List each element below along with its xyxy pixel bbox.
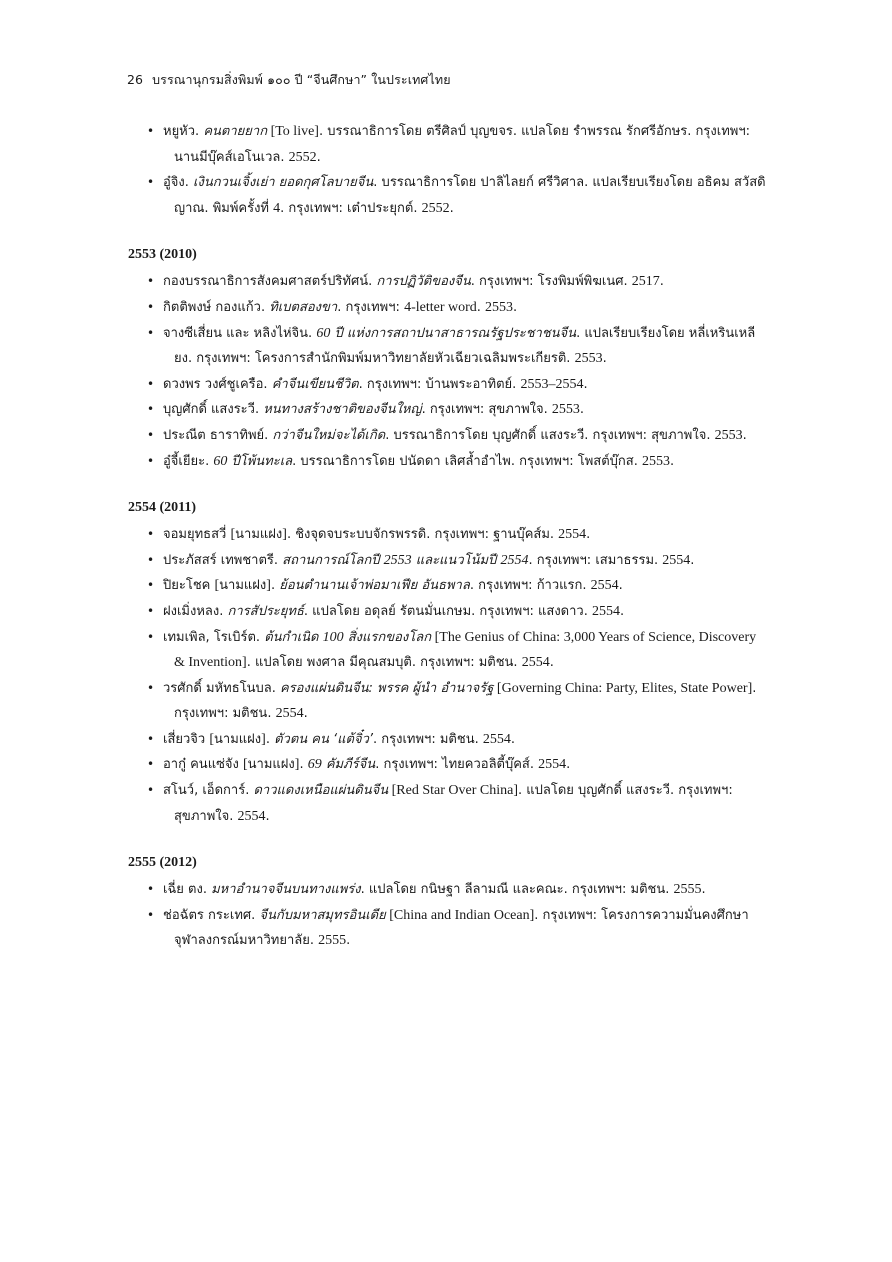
entry-text: 2552 [288,149,317,165]
bullet-icon: • [147,907,155,922]
bibliography-entry [128,321,768,372]
entry-text: . [566,757,571,773]
bullet-icon: • [147,124,155,138]
bullet-icon: • [147,629,155,644]
entry-text: ฝงเมิ่งหลง. [163,603,228,619]
bibliography-entry [128,752,768,778]
bibliography-list [128,522,768,829]
bibliography-entry [128,548,768,574]
entry-text: . กรุงเทพฯ: ก้าวแรก. [469,578,591,594]
entry-text: 2554 [482,731,511,747]
entry-text: . กรุงเทพฯ: สุขภาพใจ. [421,402,552,418]
entry-title-text: คนตายยาก [203,124,268,139]
entry-text: . แปลเรียบเรียงโดย หลี่เหรินเหลียง. กรุงเทพฯ: โครงการสำนักพิมพ์มหาวิทยาลัยหัวเฉียวเฉลิมพระเกียรติ. [174,325,756,367]
entry-text: [ [214,578,220,594]
entry-title-text: และแนวโน้มปี [411,552,501,568]
entry-text: . [583,376,588,392]
running-title: บรรณานุกรมสิ่งพิมพ์ ๑๐๐ ปี “จีนศึกษา” ในประเทศไทย [152,72,451,87]
entry-text: ] [266,578,271,594]
entry-title-text: ปีโพ้นทะเล [227,453,293,469]
entry-text: นามแฝง [219,578,267,594]
entry-text: . [265,731,275,747]
bibliography-entry [128,676,768,727]
entry-text: อากู๋ คนแซ่จัง [163,757,243,773]
bullet-icon: • [147,527,155,542]
entry-text: 2554 [538,757,567,773]
bullet-icon: • [147,603,155,618]
entry-title-text: เงินกวนเจิ้งเย่า ยอดกุศโลบายจีน [193,175,374,191]
entry-text: เทมเพิล, โรเบิร์ต. [163,629,265,645]
entry-title-text: คำจีนเขียนชีวิต [271,376,359,392]
bibliography-entry [128,397,768,423]
bibliography-list [128,269,768,474]
bibliography-entry [128,778,768,829]
entry-text: . กรุงเทพฯ: โรงพิมพ์พิฆเนศ. [470,274,632,290]
bibliography-entry [128,573,768,599]
entry-text: 2517 [631,274,660,290]
entry-text: [To live] [267,124,319,139]
entry-text: . [742,427,747,443]
bullet-icon: • [147,299,155,314]
entry-text: 2554 [521,655,550,671]
entry-text: . กรุงเทพฯ: มติชน. [174,680,757,722]
entry-text: จางซีเสี่ยน และ หลิงไห่จิน. [163,325,317,341]
entry-title-text: 2554 [500,552,529,568]
entry-text: . [303,706,308,722]
year-heading: 2555 (2012) [128,855,197,871]
entry-text: ดวงพร วงศ์ชูเครือ. [163,376,272,392]
entry-text: จอมยุทธสวี่ [163,527,231,543]
bullet-icon: • [147,175,155,190]
entry-text: . บรรณาธิการโดย ปนัดดา เลิศล้ำอำไพ. กรุงเทพฯ: โพสต์บุ๊กส. [292,453,642,469]
entry-text: 2553–2554 [520,376,584,392]
bibliography-entry [128,625,768,676]
entry-text: . แปลโดย กนิษฐา ลีลามณี และคณะ. กรุงเทพฯ: มติชน. [360,882,674,898]
entry-text: 4-letter word [404,299,477,315]
running-header [127,70,451,90]
entry-text: . [659,274,664,290]
entry-title-text: ปี แห่งการสถาปนาสาธารณรัฐประชาชนจีน [330,325,577,341]
bullet-icon: • [147,402,155,417]
entry-title-text: หนทางสร้างชาติของจีนใหญ่ [263,402,422,418]
entry-text: . [299,757,308,773]
entry-title-text: ตัวตน คน ‘แต้จิ๋ว’ [274,731,373,747]
entry-text: . ชิงจุดจบระบบจักรพรรดิ. กรุงเทพฯ: ฐานบุ๊คส์ม. [286,527,559,543]
entry-text: 2554 [590,578,619,594]
entry-title-text: สิ่งแรกของโลก [343,629,432,645]
entry-title-text: ดาวแดงเหนือแผ่นดินจีน [253,783,389,799]
entry-text: 2554 [591,603,620,619]
entry-text: . แปลโดย อดุลย์ รัตนมั่นเกษม. กรุงเทพฯ: แสงดาว. [303,603,592,619]
entry-text: . [619,603,625,619]
bibliography-section-continued [128,119,768,221]
entry-text: 2554 [237,808,266,824]
bibliography-entry [128,903,768,954]
bullet-icon: • [147,552,155,567]
entry-text: . กรุงเทพฯ: เสมาธรรม. [528,552,663,568]
entry-text: [China and Indian Ocean] [385,907,535,923]
entry-text: 2553 [551,402,580,418]
entry-text: . กรุงเทพฯ: โครงการความมั่นคงศึกษา จุฬาลงกรณ์มหาวิทยาลัย. [174,907,749,949]
bibliography-entry [128,269,768,295]
entry-text: . [579,402,585,418]
entry-title-text: 100 [322,629,344,645]
entry-text: 2553 [485,299,514,315]
entry-title-text: 2553 [383,552,412,568]
entry-text: สโนว์, เอ็ดการ์. [163,783,254,799]
entry-text: . กรุงเทพฯ: เต๋าประยุกต์. [280,200,422,216]
year-section [128,247,768,474]
entry-title-text: ต้นกำเนิด [264,629,323,645]
entry-text: . [476,299,486,315]
entry-text: . กรุงเทพฯ: [337,299,405,315]
entry-text: ประณีต ธาราทิพย์. [163,427,273,443]
bibliography-entry [128,877,768,903]
entry-text: . [270,578,280,594]
entry-title-text: มหาอำนาจจีนบนทางแพร่ง [211,882,361,898]
entry-text: ] [294,757,300,773]
entry-text: 2553 [641,453,670,469]
bullet-icon: • [147,453,155,468]
entry-text: . [669,453,675,469]
entry-title-text: จีนกับมหาสมุทรอินเดีย [259,907,386,923]
entry-text: วรศักดิ์ มหัทธโนบล. [163,680,280,696]
entry-text: นามแฝง [214,731,262,747]
entry-title-text: การสัประยุทธ์ [227,603,304,619]
entry-text: [The Genius of China: 3,000 Years of Science, Discovery & Invention] [174,629,757,671]
bullet-icon: • [147,783,155,798]
entry-text: อู๋จิง. [163,175,194,191]
year-sections [128,247,768,954]
entry-text: บุญศักดิ์ แสงระวี. [163,402,264,418]
entry-text: . [510,731,515,747]
entry-text: [ [230,527,236,543]
bullet-icon: • [147,274,155,289]
bibliography-entry [128,295,768,321]
entry-text: [Governing China: Party, Elites, State Power] [493,680,753,696]
entry-text: . บรรณาธิการโดย บุญศักดิ์ แสงระวี. กรุงเทพฯ: สุขภาพใจ. [385,427,715,443]
entry-text: เฉี่ย ตง. [163,882,212,898]
entry-text: . [316,149,321,165]
entry-title-text: ย้อนตำนานเจ้าพ่อมาเฟีย อันธพาล [279,578,470,594]
entry-text: 2555 [318,933,347,949]
entry-title-text: 60 [213,453,228,469]
entry-title-text: กว่าจีนใหม่จะได้เกิด [272,427,386,443]
bullet-icon: • [147,376,155,391]
bibliography-entry [128,119,768,170]
year-heading: 2553 (2010) [128,247,197,263]
entry-text: . [513,299,518,315]
entry-text: [Red Star Over China] [388,783,518,799]
entry-title-text: 69 [307,757,322,773]
entry-text: . กรุงเทพฯ: มติชน. [373,731,483,747]
entry-title-text: ทิเบตสองขา [269,299,338,315]
entry-text: . แปลโดย บุญศักดิ์ แสงระวี. กรุงเทพฯ: สุขภาพใจ. [174,783,733,824]
entry-text: [ [209,731,215,747]
entry-text: . บรรณาธิการโดย ปาลิไลยก์ ศรีวิศาล. แปลเรียบเรียงโดย อธิคม สวัสดิญาณ. พิมพ์ครั้งที่ [174,175,766,216]
bibliography-entry [128,170,768,221]
entry-text: ] [261,731,266,747]
entry-text: . [449,200,454,216]
page-number: 26 [127,72,144,87]
bibliography-entry [128,599,768,625]
entry-text: อู๋จี้เยียะ. [163,453,214,469]
bullet-icon: • [147,325,155,340]
entry-text: นามแฝง [235,527,283,543]
entry-text: . [549,655,554,671]
entry-text: . [690,552,695,568]
entry-text: . [701,882,706,898]
bullet-icon: • [147,427,155,442]
bibliography-entry [128,522,768,548]
entry-text: . กรุงเทพฯ: ไทยควอลิตี้บุ๊คส์. [375,757,539,773]
entry-text: . [602,351,607,367]
entry-text: . [346,933,351,949]
entry-text: 2553 [714,427,743,443]
bibliography-entry [128,423,768,449]
bibliography-body [128,119,768,980]
entry-text: กิตติพงษ์ กองแก้ว. [163,299,270,315]
entry-text: หยูหัว. [163,124,204,139]
entry-title-text: 60 [316,325,331,341]
bullet-icon: • [147,731,155,746]
entry-text: . [618,578,623,594]
bullet-icon: • [147,680,155,695]
year-heading: 2554 (2011) [128,500,197,516]
entry-text: ประภัสสร์ เทพชาตรี. [163,552,283,568]
entry-text: 2554 [662,552,691,568]
entry-text: 2554 [275,706,304,722]
entry-text: . บรรณาธิการโดย ตรีศิลป์ บุญขจร. แปลโดย รำพรรณ รักศรีอักษร. กรุงเทพฯ: นานมีบุ๊คส์เอโนเวล. [174,124,751,165]
bullet-icon: • [147,578,155,593]
entry-text: ] [282,527,287,543]
year-section [128,500,768,829]
bibliography-entry [128,727,768,753]
entry-text: 2553 [574,351,603,367]
entry-text: ปิยะโชค [163,578,215,594]
entry-title-text: ครองแผ่นดินจีน: พรรค ผู้นำ อำนาจรัฐ [279,680,494,696]
entry-text: [ [243,757,248,773]
year-section [128,855,768,954]
entry-text: 2552 [421,200,450,216]
bibliography-list [128,119,768,221]
entry-text: . แปลโดย พงศาล มีคุณสมบุติ. กรุงเทพฯ: มติชน. [246,655,522,671]
entry-text: . [586,527,591,543]
bullet-icon: • [147,757,155,772]
entry-text: กองบรรณาธิการสังคมศาสตร์ปริทัศน์. [163,274,377,290]
entry-text: เสี่ยวจิว [163,731,210,747]
bibliography-entry [128,372,768,398]
bibliography-list [128,877,768,954]
entry-text: . [265,808,270,824]
bibliography-entry [128,449,768,475]
entry-text: 2555 [673,882,702,898]
entry-title-text: คัมภีร์จีน [321,757,376,773]
entry-text: 2554 [558,527,587,543]
entry-text: . กรุงเทพฯ: บ้านพระอาทิตย์. [358,376,521,392]
entry-text: 4 [273,200,281,216]
bullet-icon: • [147,882,155,897]
entry-text: ช่อฉัตร กระเทศ. [163,907,260,923]
entry-title-text: การปฏิวัติของจีน [376,274,471,290]
entry-text: นามแฝง [247,757,295,773]
entry-title-text: สถานการณ์โลกปี [282,552,384,568]
